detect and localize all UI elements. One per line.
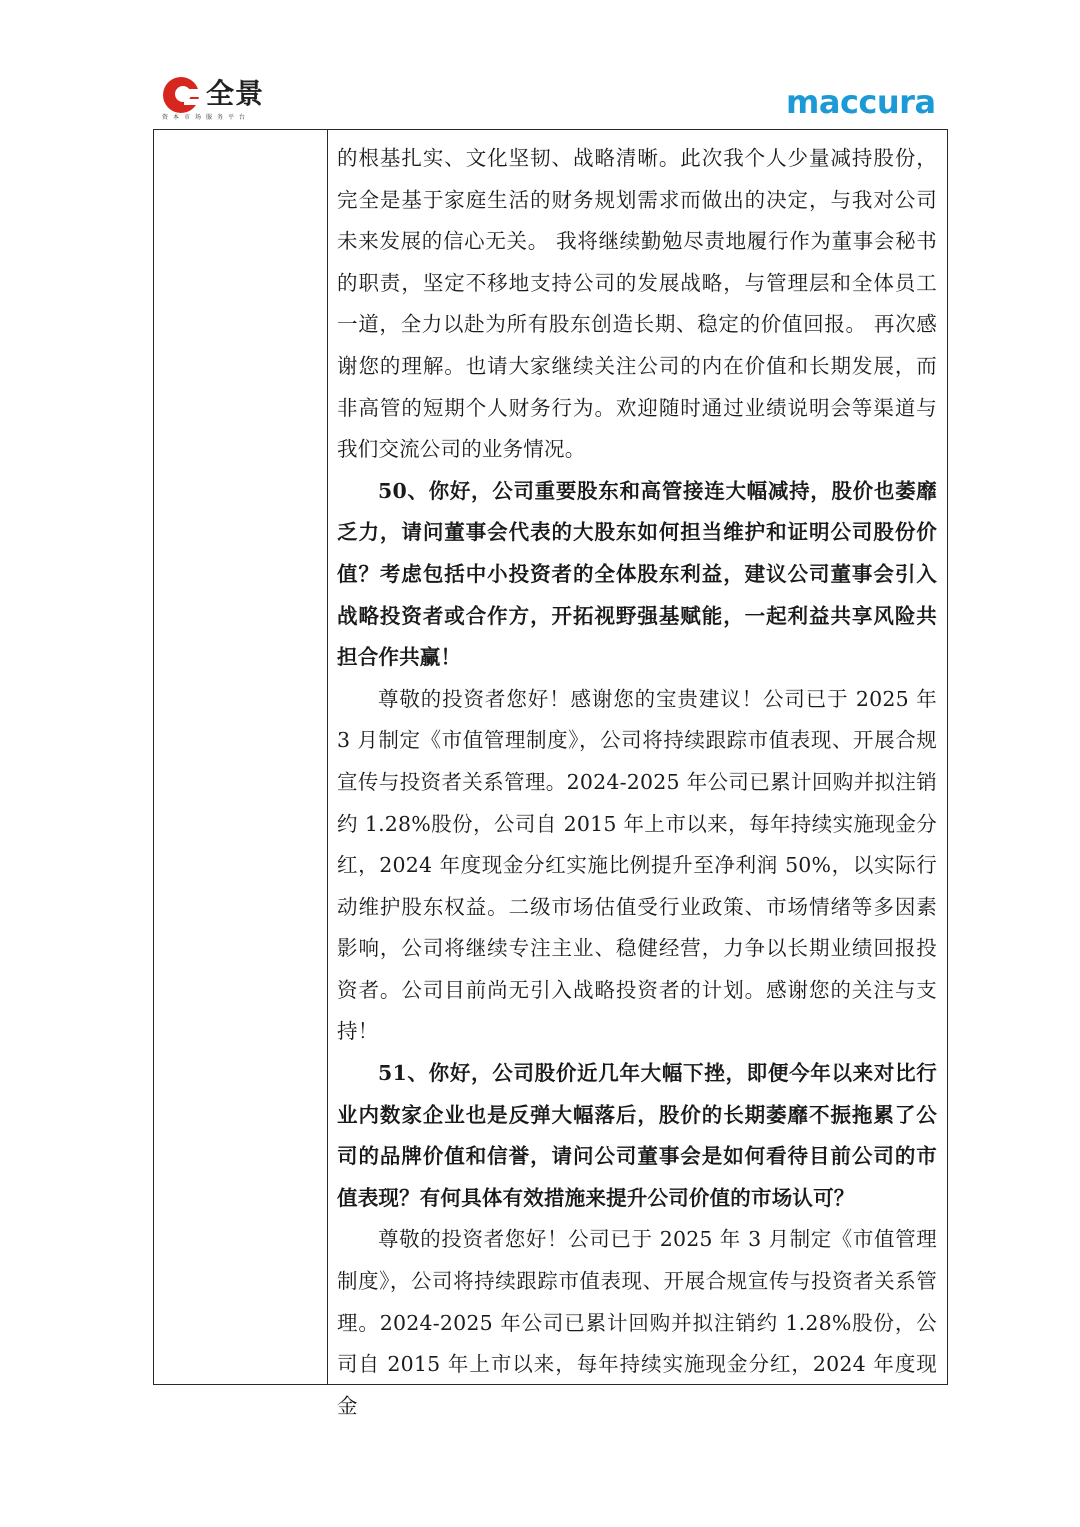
answer-50: 尊敬的投资者您好！感谢您的宝贵建议！公司已于 2025 年 3 月制定《市值管理制度》，公司将持续跟踪市值表现、开展合规宣传与投资者关系管理。2024-2025 年公司已累计回购并拟注销约 1.28%股份，公司自 2015 年上市以来，每年持续实施现金分红，2024 年度现金分红实施比例提升至净利润 50%，以实际行动维护股东权益。二级市场估值受行业政策、市场情绪等多因素影响，公司将继续专注主业、稳健经营，力争以长期业绩回报投资者。公司目前尚无引入战略投资者的计划。感谢您的关注与支持！ <box>337 686 937 1044</box>
table-label-column <box>154 130 328 1384</box>
quanjing-logo <box>160 74 280 126</box>
answer-51: 尊敬的投资者您好！公司已于 2025 年 3 月制定《市值管理制度》，公司将持续跟踪市值表现、开展合规宣传与投资者关系管理。2024-2025 年公司已累计回购并拟注销约 1.28%股份，公司自 2015 年上市以来，每年持续实施现金分红，2024 年度现金 <box>337 1227 937 1418</box>
answer-continuation: 的根基扎实、文化坚韧、战略清晰。此次我个人少量减持股份，完全是基于家庭生活的财务规划需求而做出的决定，与我对公司未来发展的信心无关。 我将继续勤勉尽责地履行作为董事会秘书的职责，坚定不移地支持公司的发展战略，与管理层和全体员工一道，全力以赴为所有股东创造长期、稳定的价值回报。 再次感谢您的理解。也请大家继续关注公司的内在价值和长期发展，而非高管的短期个人财务行为。欢迎随时通过业绩说明会等渠道与我们交流公司的业务情况。 <box>337 146 937 462</box>
quanjing-mark-icon <box>160 74 204 114</box>
question-51: 51、你好，公司股价近几年大幅下挫，即便今年以来对比行业内数家企业也是反弹大幅落后，股价的长期萎靡不振拖累了公司的品牌价值和信誉，请问公司董事会是如何看待目前公司的市值表现？有何具体有效措施来提升公司价值的市场认可？ <box>337 1061 937 1210</box>
qa-table <box>153 129 948 1418</box>
quanjing-brand-text: 全景 <box>206 77 265 110</box>
question-50: 50、你好，公司重要股东和高管接连大幅减持，股价也萎靡乏力，请问董事会代表的大股东如何担当维护和证明公司股份价值？考虑包括中小投资者的全体股东利益，建议公司董事会引入战略投资者或合作方，开拓视野强基赋能，一起利益共享风险共担合作共赢！ <box>337 478 937 670</box>
quanjing-tagline: 资本市场服务平台 <box>162 114 251 121</box>
page-header <box>0 0 1080 130</box>
table-content-cell <box>337 138 937 1427</box>
maccura-logo: maccura <box>786 83 936 121</box>
